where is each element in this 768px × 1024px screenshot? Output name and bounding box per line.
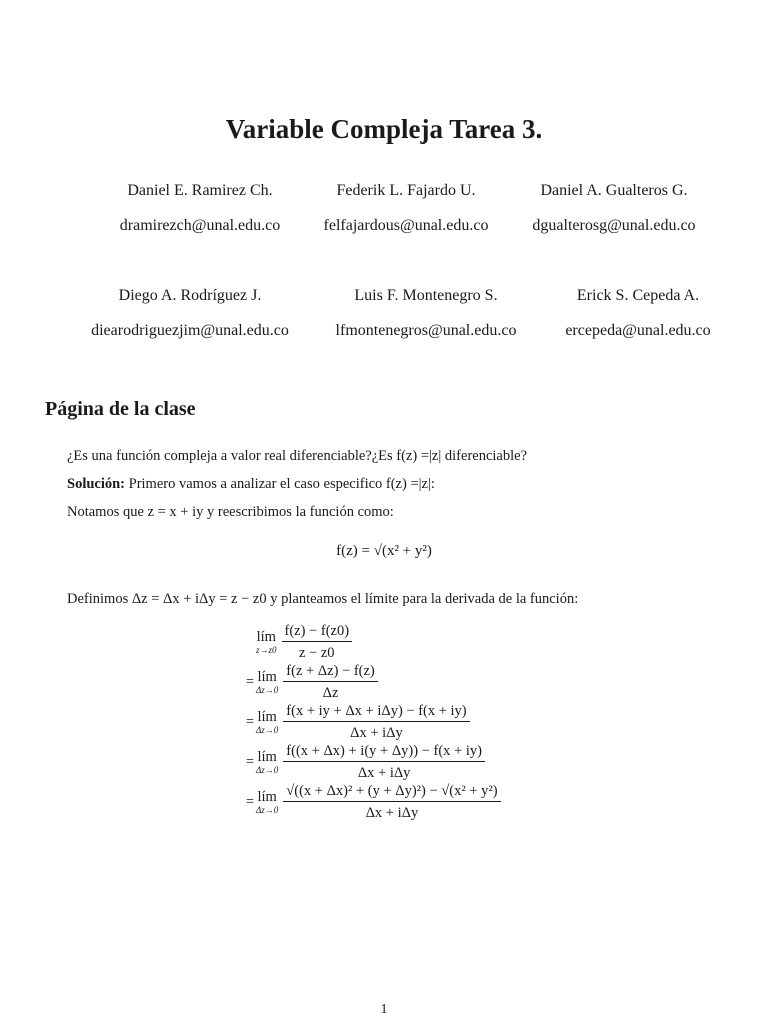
limit-row xyxy=(238,622,501,662)
limit-operator xyxy=(256,670,278,695)
lim-text: lím xyxy=(257,748,277,765)
author-name: Luis F. Montenegro S. xyxy=(354,287,498,304)
definimos-paragraph: Definimos Δz = Δx + iΔy = z − z0 y planteamos el límite para la derivada de la función: xyxy=(67,591,579,607)
author-email: diearodriguezjim@unal.edu.co xyxy=(91,322,289,339)
notamos-paragraph: Notamos que z = x + iy y reescribimos la función como: xyxy=(67,504,394,520)
limit-operator xyxy=(256,750,278,775)
limit-operator xyxy=(256,790,278,815)
equals-sign: = xyxy=(245,713,254,730)
author-email: ercepeda@unal.edu.co xyxy=(565,322,711,339)
limit-derivation xyxy=(238,622,501,822)
denominator: z − z0 xyxy=(299,645,335,661)
equals-sign: = xyxy=(245,793,254,810)
author-email: dgualterosg@unal.edu.co xyxy=(532,217,696,234)
lim-subscript: Δz→0 xyxy=(256,804,279,815)
equals-sign: = xyxy=(245,753,254,770)
solution-label: Solución: xyxy=(67,476,126,492)
fraction xyxy=(283,702,469,742)
limit-row xyxy=(238,742,501,782)
numerator: f((x + Δx) + i(y + Δy)) − f(x + iy) xyxy=(283,742,485,762)
fraction xyxy=(283,782,500,822)
page-number: 1 xyxy=(380,1002,388,1017)
author-name: Daniel A. Gualteros G. xyxy=(540,182,688,199)
denominator: Δx + iΔy xyxy=(365,805,419,821)
lim-text: lím xyxy=(257,708,277,725)
author-name: Erick S. Cepeda A. xyxy=(576,287,700,304)
numerator: f(x + iy + Δx + iΔy) − f(x + iy) xyxy=(283,702,469,722)
author-email: lfmontenegros@unal.edu.co xyxy=(335,322,517,339)
author-block xyxy=(508,286,768,341)
denominator: Δz xyxy=(322,685,339,701)
limit-row xyxy=(238,662,501,702)
author-block xyxy=(60,286,320,341)
denominator: Δx + iΔy xyxy=(357,765,411,781)
lim-text: lím xyxy=(256,628,276,645)
author-name: Federik L. Fajardo U. xyxy=(336,182,476,199)
author-email: dramirezch@unal.edu.co xyxy=(119,217,281,234)
fraction xyxy=(282,622,353,662)
question-paragraph: ¿Es una función compleja a valor real diferenciable?¿Es f(z) =|z| diferenciable? xyxy=(67,448,528,464)
lim-subscript: Δz→0 xyxy=(256,684,279,695)
lim-subscript: Δz→0 xyxy=(256,764,279,775)
fraction xyxy=(283,662,377,702)
section-heading: Página de la clase xyxy=(45,398,196,420)
author-block xyxy=(484,181,744,236)
document-title: Variable Compleja Tarea 3. xyxy=(225,114,543,144)
numerator: f(z + Δz) − f(z) xyxy=(283,662,377,682)
author-name: Daniel E. Ramirez Ch. xyxy=(127,182,273,199)
author-name: Diego A. Rodríguez J. xyxy=(118,287,262,304)
lim-subscript: Δz→0 xyxy=(256,724,279,735)
limit-row xyxy=(238,702,501,742)
limit-operator xyxy=(256,630,277,655)
function-definition-equation: f(z) = √(x² + y²) xyxy=(336,543,432,559)
numerator: f(z) − f(z0) xyxy=(282,622,353,642)
lim-text: lím xyxy=(257,668,277,685)
equals-sign: = xyxy=(245,673,254,690)
denominator: Δx + iΔy xyxy=(350,725,403,741)
limit-operator xyxy=(256,710,278,735)
solution-paragraph xyxy=(67,476,435,493)
author-email: felfajardous@unal.edu.co xyxy=(323,217,489,234)
lim-text: lím xyxy=(257,788,277,805)
solution-text: Primero vamos a analizar el caso especifico f(z) =|z|: xyxy=(128,476,435,492)
numerator: √((x + Δx)² + (y + Δy)²) − √(x² + y²) xyxy=(283,782,500,802)
fraction xyxy=(283,742,485,782)
limit-row xyxy=(238,782,501,822)
lim-subscript: z→z0 xyxy=(256,644,277,655)
